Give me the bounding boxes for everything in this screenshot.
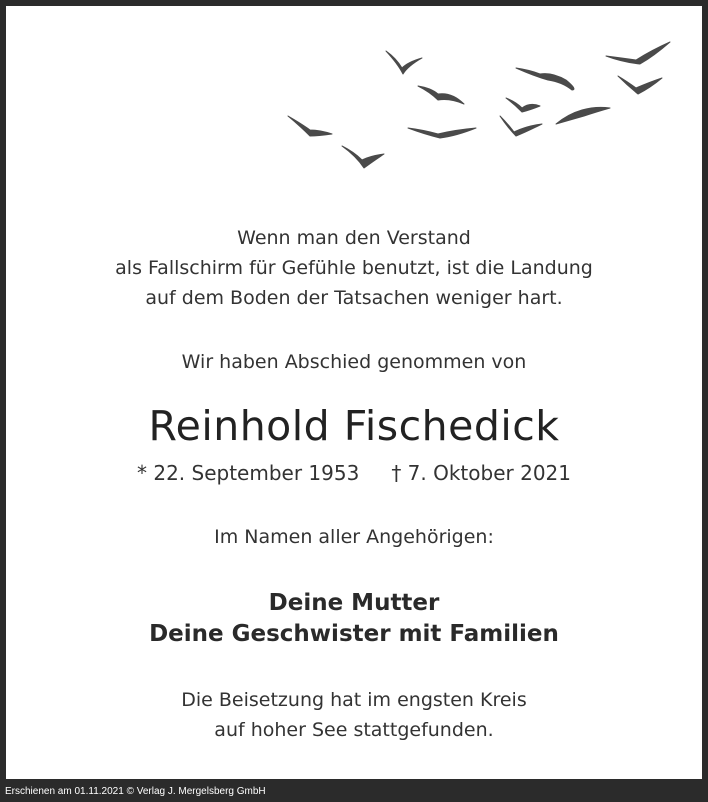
- seagull-icon: [556, 107, 610, 124]
- seagull-icon: [408, 128, 476, 138]
- seagull-icon: [288, 116, 332, 136]
- seagull-icon: [516, 68, 574, 90]
- burial-note-line-2: auf hoher See stattgefunden.: [214, 719, 494, 741]
- seagull-icon: [606, 42, 670, 64]
- seagull-icon: [342, 146, 384, 168]
- death-date: † 7. Oktober 2021: [391, 461, 571, 485]
- mourner-line-1: Deine Mutter: [268, 590, 440, 616]
- publication-footer: Erschienen am 01.11.2021 © Verlag J. Mergelsberg GmbH: [5, 786, 266, 797]
- seagull-icon: [418, 86, 464, 104]
- life-dates: [6, 461, 702, 485]
- seagull-icon: [618, 76, 662, 94]
- seagull-icon: [500, 116, 542, 136]
- intro-text: Wir haben Abschied genommen von: [181, 351, 527, 373]
- obituary-card: [6, 6, 702, 779]
- seagull-icon: [506, 98, 540, 112]
- verse-line-1: Wenn man den Verstand: [237, 227, 471, 249]
- verse-line-3: auf dem Boden der Tatsachen weniger hart.: [145, 287, 563, 309]
- seagulls-illustration: [6, 6, 702, 206]
- mourner-line-2: Deine Geschwister mit Familien: [149, 621, 559, 647]
- burial-note-line-1: Die Beisetzung hat im engsten Kreis: [181, 689, 527, 711]
- verse-line-2: als Fallschirm für Gefühle benutzt, ist die Landung: [115, 257, 593, 279]
- deceased-name: Reinhold Fischedick: [148, 402, 560, 450]
- birth-date: * 22. September 1953: [136, 461, 360, 485]
- seagull-icon: [386, 51, 422, 74]
- on-behalf-text: Im Namen aller Angehörigen:: [214, 526, 494, 548]
